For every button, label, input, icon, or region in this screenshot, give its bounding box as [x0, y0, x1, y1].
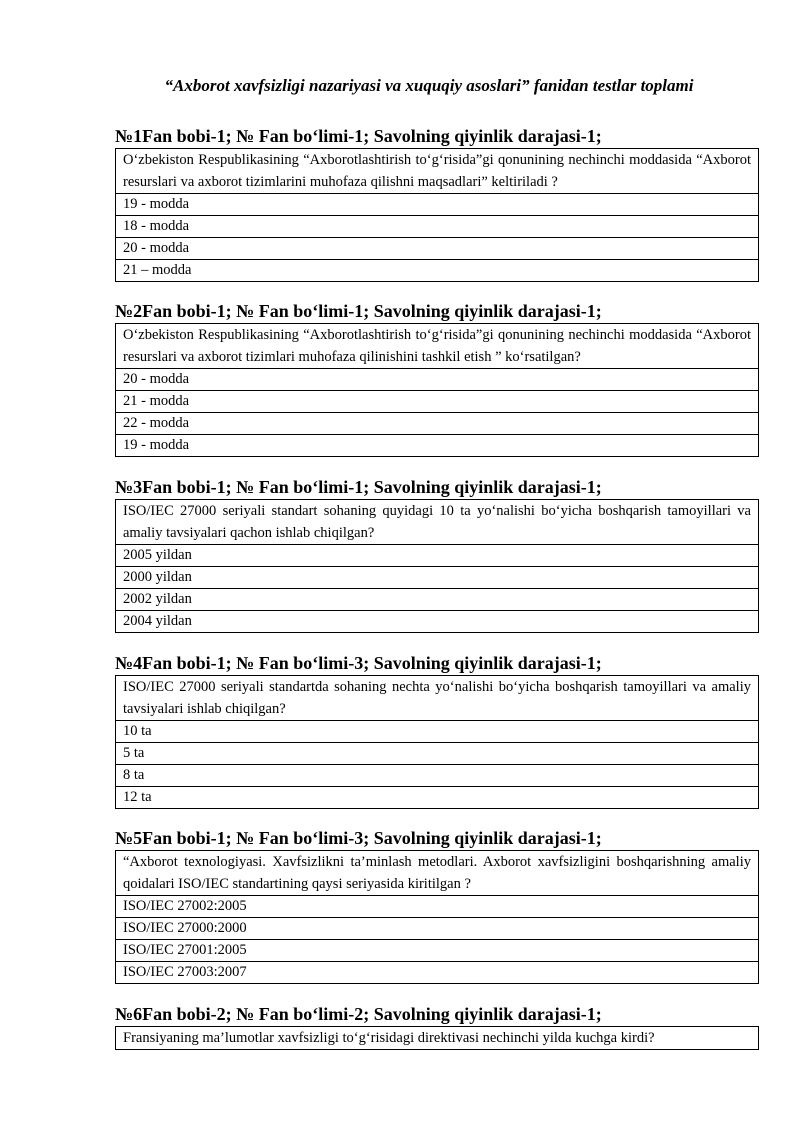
question-heading: №5Fan bobi-1; № Fan bo‘limi-3; Savolning qiyinlik darajasi-1; [115, 828, 602, 848]
answer-option: 19 - modda [123, 437, 190, 453]
question-table [115, 850, 759, 984]
question-text: ISO/IEC 27000 seriyali standart sohaning quyidagi 10 ta yo‘nalishi bo‘yicha boshqarish tamoyillari va amaliy tavsiyalari qachon ishlab chiqilgan? [116, 500, 758, 545]
answer-option: 2002 yildan [116, 589, 758, 611]
answer-option: 2000 yildan [116, 567, 758, 589]
question-heading: №3Fan bobi-1; № Fan bo‘limi-1; Savolning qiyinlik darajasi-1; [115, 477, 602, 497]
question-table [115, 323, 759, 457]
answer-option: 19 - modda [116, 194, 758, 216]
answer-option: ISO/IEC 27001:2005 [116, 940, 758, 962]
question-block-3 [115, 475, 759, 633]
question-text: O‘zbekiston Respublikasining “Axborotlashtirish to‘g‘risida”gi qonunining nechinchi moddasida “Axborot resurslari va axborot tizimlarini muhofaza qilishni maqsadlari” keltiriladi ? [116, 149, 758, 194]
answer-option: 5 ta [116, 743, 758, 765]
answer-option: 21 – modda [123, 262, 192, 278]
answer-option: ISO/IEC 27003:2007 [123, 964, 247, 980]
answer-option: 18 - modda [116, 216, 758, 238]
question-text: Fransiyaning ma’lumotlar xavfsizligi to‘g‘risidagi direktivasi nechinchi yilda kuchga kirdi? [123, 1030, 655, 1046]
answer-option: 12 ta [123, 789, 152, 805]
answer-option: 2005 yildan [116, 545, 758, 567]
answer-option: ISO/IEC 27000:2000 [116, 918, 758, 940]
answer-option: 20 - modda [116, 238, 758, 260]
question-heading: №6Fan bobi-2; № Fan bo‘limi-2; Savolning qiyinlik darajasi-1; [115, 1004, 602, 1024]
question-block-1 [115, 124, 759, 282]
question-table [115, 1026, 759, 1050]
question-text: O‘zbekiston Respublikasining “Axborotlashtirish to‘g‘risida”gi qonunining nechinchi moddasida “Axborot resurslari va axborot tizimlari muhofaza qilinishini tashkil etish ” ko‘rsatilgan? [116, 324, 758, 369]
answer-option: 20 - modda [116, 369, 758, 391]
answer-option: 21 - modda [116, 391, 758, 413]
answer-option: 22 - modda [116, 413, 758, 435]
question-block-2 [115, 299, 759, 457]
answer-option: ISO/IEC 27002:2005 [116, 896, 758, 918]
question-table [115, 499, 759, 633]
question-block-6 [115, 1002, 759, 1050]
question-text: ISO/IEC 27000 seriyali standartda sohaning nechta yo‘nalishi bo‘yicha boshqarish tamoyillari va amaliy tavsiyalari ishlab chiqilgan? [116, 676, 758, 721]
question-heading: №4Fan bobi-1; № Fan bo‘limi-3; Savolning qiyinlik darajasi-1; [115, 653, 602, 673]
question-block-4 [115, 651, 759, 809]
answer-option: 10 ta [116, 721, 758, 743]
question-table [115, 148, 759, 282]
question-block-5 [115, 826, 759, 984]
answer-option: 2004 yildan [123, 613, 192, 629]
answer-option: 8 ta [116, 765, 758, 787]
question-table [115, 675, 759, 809]
question-heading: №1Fan bobi-1; № Fan bo‘limi-1; Savolning qiyinlik darajasi-1; [115, 126, 602, 146]
question-text: “Axborot texnologiyasi. Xavfsizlikni ta’minlash metodlari. Axborot xavfsizligini boshqarishning amaliy qoidalari ISO/IEC standartining qaysi seriyasida kiritilgan ? [116, 851, 758, 896]
page-title: “Axborot xavfsizligi nazariyasi va xuquqiy asoslari” fanidan testlar toplami [164, 76, 694, 95]
question-heading: №2Fan bobi-1; № Fan bo‘limi-1; Savolning qiyinlik darajasi-1; [115, 301, 602, 321]
